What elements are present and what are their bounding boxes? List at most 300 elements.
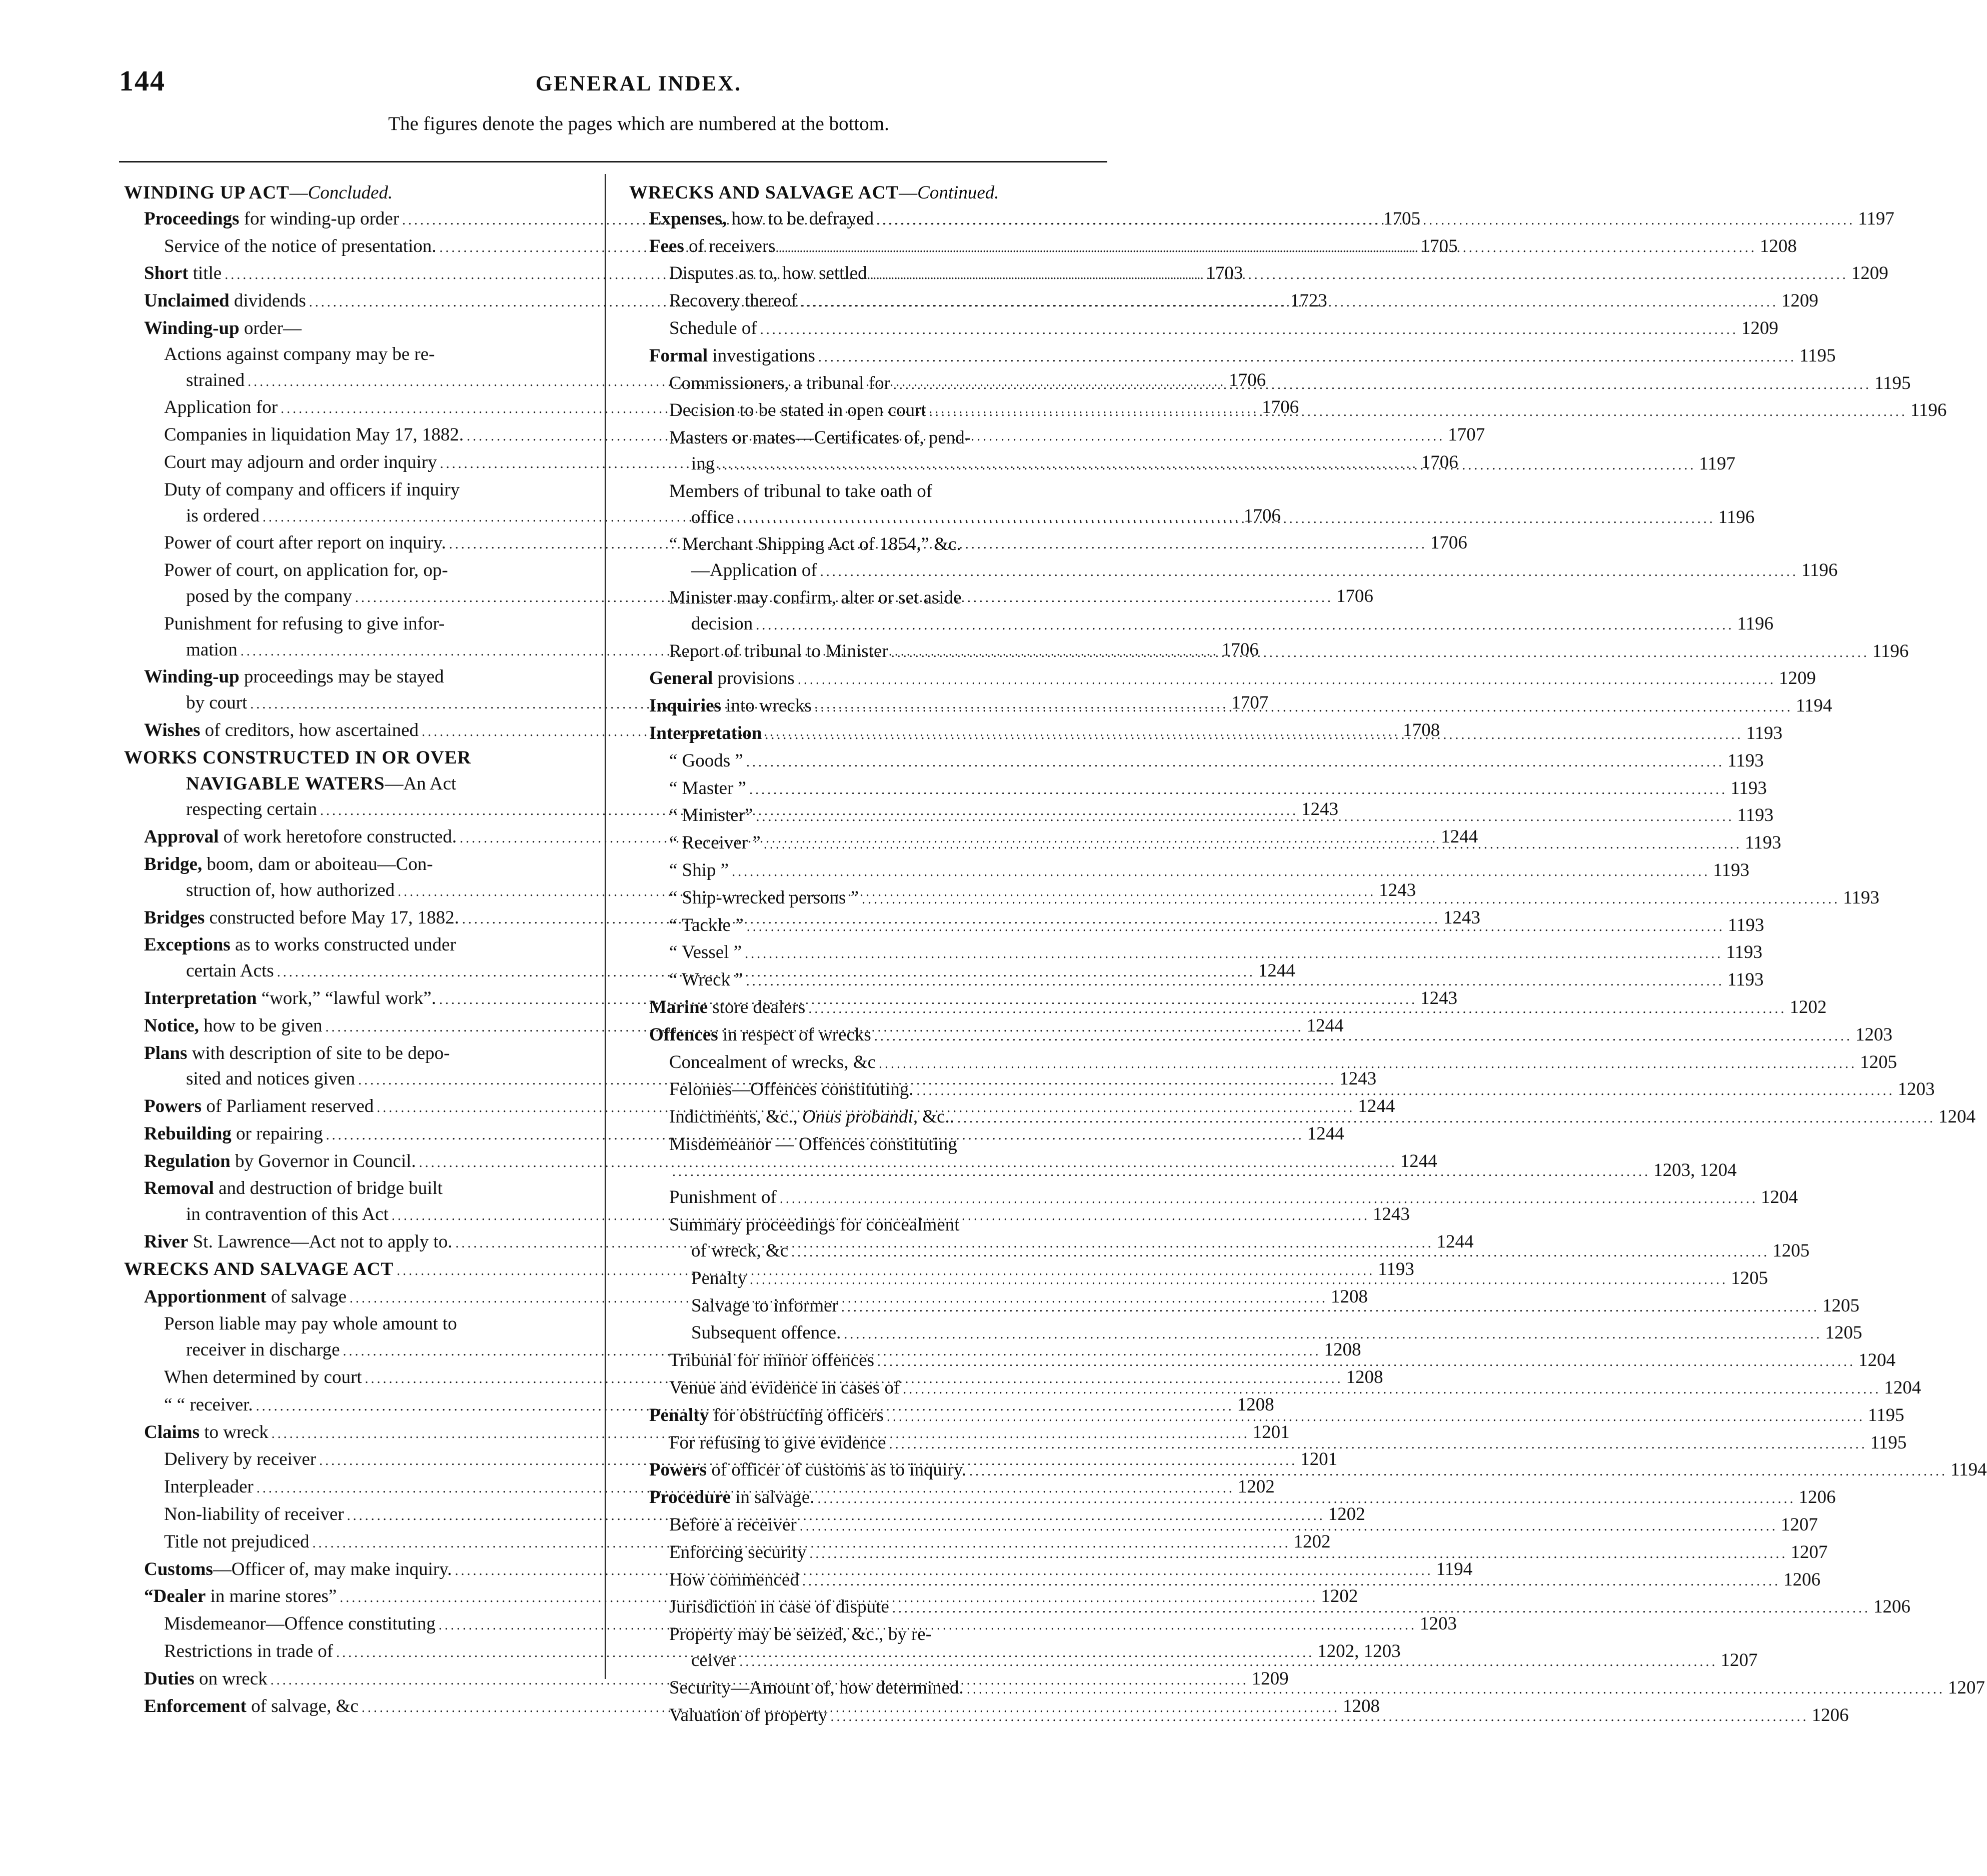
page-ref: 1203 xyxy=(1897,1079,1935,1100)
entry-text xyxy=(186,878,395,904)
page-ref: 1197 xyxy=(1858,208,1894,229)
page-ref: 1195 xyxy=(1874,372,1911,394)
entry-text xyxy=(164,342,435,368)
entry-label: Property may be seized, &c., by re- xyxy=(669,1624,932,1645)
entry-text xyxy=(669,316,757,342)
entry-label: Disputes as to, how settled xyxy=(669,263,867,284)
page-ref: 1204 xyxy=(1884,1378,1921,1398)
entry-label: For refusing to give evidence xyxy=(669,1432,886,1453)
entry-text xyxy=(164,394,278,420)
dot-leader xyxy=(802,1568,1780,1594)
entry-text xyxy=(649,1022,871,1048)
index-entry xyxy=(629,585,1102,611)
entry-text xyxy=(629,180,999,206)
entry-text xyxy=(669,1702,827,1728)
entry-text xyxy=(186,584,352,610)
index-entry xyxy=(629,180,1102,206)
entry-label: “ Wreck ” xyxy=(669,970,743,990)
entry-text xyxy=(669,885,859,911)
entry-label: of officer of customs as to inquiry. xyxy=(707,1460,966,1480)
dot-leader xyxy=(756,612,1734,638)
page-ref: 1203, 1204 xyxy=(1653,1160,1737,1180)
page-ref: 1244 xyxy=(1400,1150,1437,1172)
entry-text xyxy=(144,1556,452,1582)
entry-text xyxy=(164,234,437,260)
entry-heading: Plans xyxy=(144,1042,188,1064)
index-entry xyxy=(124,852,595,878)
entry-heading: Fees xyxy=(649,236,684,256)
entry-label: proceedings may be stayed xyxy=(239,666,444,688)
entry-text xyxy=(669,398,926,424)
entry-text xyxy=(649,206,874,232)
entry-italic: Concluded. xyxy=(308,182,393,203)
entry-text xyxy=(186,958,274,984)
entry-label: St. Lawrence—Act not to apply to. xyxy=(188,1232,453,1252)
page-subtitle: The figures denote the pages which are numbered at the bottom. xyxy=(388,113,889,134)
entry-label: Summary proceedings for concealment xyxy=(669,1214,960,1236)
entry-text xyxy=(164,530,446,556)
entry-text xyxy=(124,745,471,771)
entry-label: Misdemeanor—Offence constituting xyxy=(164,1614,436,1634)
dot-leader xyxy=(818,1486,1796,1512)
entry-text xyxy=(669,940,742,966)
page-ref: 1206 xyxy=(1811,1704,1849,1726)
entry-text xyxy=(669,1567,799,1593)
entry-heading: Customs xyxy=(144,1558,213,1580)
page-ref: 1209 xyxy=(1251,1668,1289,1689)
page-ref: 1206 xyxy=(1783,1569,1820,1590)
entry-label: sited and notices given xyxy=(186,1068,356,1090)
entry-text xyxy=(164,1638,333,1664)
entry-label: on wreck xyxy=(194,1668,268,1689)
entry-label: investigations xyxy=(708,345,815,366)
page-ref: 1723 xyxy=(1290,290,1327,312)
page-ref: 1193 xyxy=(1378,1258,1414,1280)
index-entry xyxy=(629,425,1102,451)
entry-heading: WRECKS AND SALVAGE ACT xyxy=(629,182,899,203)
entry-text xyxy=(669,585,962,611)
entry-label: by Governor in Council. xyxy=(230,1150,416,1172)
page-ref: 1201 xyxy=(1252,1422,1290,1442)
entry-label: Court may adjourn and order inquiry xyxy=(164,452,437,472)
entry-text xyxy=(669,830,761,856)
page-ref: 1196 xyxy=(1801,560,1838,581)
page-ref: 1207 xyxy=(1720,1650,1758,1671)
entry-heading: Proceedings xyxy=(144,208,240,229)
entry-label: or repairing xyxy=(231,1123,323,1144)
entry-tail: &c.. xyxy=(918,1106,955,1128)
dot-leader xyxy=(877,208,1855,234)
entry-label: Misdemeanor — Offences constituting xyxy=(669,1134,957,1154)
entry-label: store dealers xyxy=(708,996,806,1018)
entry-text xyxy=(144,1013,323,1039)
page-ref: 1193 xyxy=(1744,832,1781,854)
entry-label: and destruction of bridge built xyxy=(214,1178,443,1199)
entry-label: Schedule of xyxy=(669,318,757,338)
index-entry xyxy=(124,611,595,637)
dot-leader xyxy=(841,1294,1819,1320)
dot-leader xyxy=(737,506,1715,532)
dot-leader xyxy=(760,317,1738,343)
entry-text xyxy=(144,718,419,744)
entry-text xyxy=(144,206,399,232)
page-ref: 1243 xyxy=(1443,907,1480,928)
dot-leader xyxy=(815,694,1793,720)
entry-text xyxy=(186,1337,340,1363)
page-ref: 1203 xyxy=(1855,1024,1892,1045)
entry-label: —Application of xyxy=(691,560,817,581)
entry-text xyxy=(669,1050,876,1076)
entry-label: Service of the notice of presentation. xyxy=(164,236,437,256)
dot-leader xyxy=(844,1322,1822,1348)
entry-label: for obstructing officers xyxy=(709,1404,884,1426)
entry-heading: Claims xyxy=(144,1422,200,1442)
dot-leader xyxy=(916,1078,1894,1104)
entry-text xyxy=(669,1675,964,1701)
entry-text xyxy=(669,478,932,504)
entry-italic: Onus probandi, xyxy=(802,1106,918,1128)
page-ref: 1205 xyxy=(1825,1322,1862,1344)
entry-label: in contravention of this Act xyxy=(186,1204,389,1225)
entry-label: Delivery by receiver xyxy=(164,1449,317,1470)
entry-text xyxy=(669,1184,777,1210)
page-ref: 1204 xyxy=(1760,1187,1798,1208)
entry-label: “ Vessel ” xyxy=(669,942,742,963)
entry-heading: Short xyxy=(144,263,189,284)
entry-heading: Powers xyxy=(144,1096,202,1117)
index-entry xyxy=(124,1040,595,1066)
page-ref: 1243 xyxy=(1339,1068,1377,1090)
entry-text xyxy=(649,994,805,1020)
entry-text xyxy=(669,1212,960,1238)
entry-text xyxy=(144,1121,323,1147)
entry-label: “ Ship-wrecked persons ” xyxy=(669,887,859,908)
entry-text xyxy=(186,1066,355,1092)
entry-heading: Offences xyxy=(649,1024,718,1045)
index-entry xyxy=(124,1311,595,1337)
page-ref: 1196 xyxy=(1718,506,1755,528)
page-ref: 1208 xyxy=(1346,1367,1383,1388)
entry-heading: Winding-up xyxy=(144,666,240,688)
page-ref: 1705 xyxy=(1383,208,1421,229)
entry-label: office xyxy=(691,506,734,528)
page-ref: 1707 xyxy=(1231,692,1269,714)
page-ref: 1205 xyxy=(1860,1052,1897,1072)
entry-text xyxy=(649,1457,966,1483)
entry-label: Application for xyxy=(164,397,278,418)
entry-heading: Penalty xyxy=(649,1404,709,1426)
entry-text xyxy=(669,912,744,938)
dot-leader xyxy=(747,914,1725,940)
entry-heading: Interpretation xyxy=(144,988,257,1008)
dot-leader xyxy=(969,1458,1947,1484)
entry-text xyxy=(186,796,317,822)
page-ref: 1208 xyxy=(1237,1394,1274,1415)
index-entry xyxy=(124,932,595,958)
index-entry xyxy=(629,776,1767,803)
entry-label: Title not prejudiced xyxy=(164,1531,310,1552)
entry-text xyxy=(691,451,715,477)
entry-label: Power of court after report on inquiry. xyxy=(164,532,446,554)
entry-text xyxy=(669,1622,932,1648)
dot-leader xyxy=(891,640,1869,666)
page-ref: 1196 xyxy=(1872,640,1909,662)
page-ref: 1193 xyxy=(1727,914,1764,936)
entry-label: how to be given xyxy=(199,1015,323,1036)
entry-label: Person liable may pay whole amount to xyxy=(164,1314,457,1334)
page-ref: 1195 xyxy=(1799,345,1836,366)
index-entry xyxy=(629,858,1749,885)
dot-leader xyxy=(892,1596,1870,1622)
entry-text xyxy=(669,260,867,286)
entry-text xyxy=(144,1229,453,1255)
entry-text xyxy=(144,260,222,286)
entry-text xyxy=(144,1176,443,1202)
page-ref: 1202 xyxy=(1237,1476,1275,1498)
page-ref: 1193 xyxy=(1726,942,1762,963)
header-rule xyxy=(119,161,1107,162)
entry-label: Members of tribunal to take oath of xyxy=(669,480,933,502)
entry-text xyxy=(649,693,812,719)
dot-leader xyxy=(756,804,1734,830)
entry-label: of Parliament reserved xyxy=(202,1096,374,1117)
entry-label: of salvage xyxy=(266,1286,347,1307)
entry-heading: Duties xyxy=(144,1668,195,1689)
entry-text xyxy=(164,422,464,448)
entry-label: struction of, how authorized xyxy=(186,880,395,900)
entry-label: “ Ship ” xyxy=(669,860,729,880)
entry-label: Subsequent offence. xyxy=(691,1322,841,1344)
index-entry xyxy=(629,1320,1862,1348)
entry-text xyxy=(669,1430,886,1456)
dot-leader xyxy=(929,399,1907,425)
entry-text xyxy=(144,1420,269,1446)
entry-heading: Procedure xyxy=(649,1487,731,1508)
entry-text xyxy=(649,1484,815,1510)
entry-label: —An Act xyxy=(385,773,457,794)
page-ref: 1203 xyxy=(1419,1614,1457,1634)
page-ref: 1209 xyxy=(1741,318,1778,338)
entry-label: how to be defrayed xyxy=(727,208,874,229)
dot-leader xyxy=(870,262,1848,288)
entry-text xyxy=(186,771,456,797)
entry-label: “ “ receiver. xyxy=(164,1394,253,1415)
dot-leader xyxy=(957,1106,1935,1132)
entry-text xyxy=(669,1076,913,1102)
entry-text xyxy=(669,748,743,774)
entry-label: Restrictions in trade of xyxy=(164,1641,334,1662)
entry-text xyxy=(669,532,961,558)
entry-text xyxy=(649,1402,884,1428)
index-entry xyxy=(124,771,595,797)
index-entry xyxy=(629,343,1836,370)
entry-label: Felonies—Offences constituting. xyxy=(669,1079,914,1100)
entry-label: “ Master ” xyxy=(669,778,747,798)
page-ref: 1243 xyxy=(1301,799,1338,820)
entry-text xyxy=(164,1529,310,1555)
page-ref: 1195 xyxy=(1867,1404,1904,1426)
entry-heading: Enforcement xyxy=(144,1696,247,1716)
entry-heading: Apportionment xyxy=(144,1286,267,1307)
dot-leader xyxy=(791,1240,1769,1266)
entry-label: “ Goods ” xyxy=(669,750,743,771)
entry-heading: Formal xyxy=(649,345,708,366)
entry-label: provisions xyxy=(713,668,795,689)
page-ref: 1706 xyxy=(1421,452,1458,472)
dot-leader xyxy=(887,1404,1865,1430)
entry-heading: Wishes xyxy=(144,720,201,740)
entry-text xyxy=(669,1132,957,1158)
entry-label: Punishment of xyxy=(669,1187,777,1208)
dot-leader xyxy=(967,1676,1945,1702)
page-ref: 1193 xyxy=(1727,970,1764,990)
index-entry xyxy=(629,666,1816,693)
entry-label: Penalty xyxy=(691,1268,747,1288)
entry-text xyxy=(669,858,729,884)
entry-text xyxy=(691,1266,747,1292)
entry-heading: Winding-up xyxy=(144,318,240,338)
page-ref: 1208 xyxy=(1759,236,1797,256)
index-entry xyxy=(124,558,595,584)
page-ref: 1209 xyxy=(1851,263,1888,284)
dot-leader xyxy=(764,832,1742,858)
entry-text xyxy=(144,288,306,314)
entry-label: as to works constructed under xyxy=(230,934,456,956)
page-ref: 1196 xyxy=(1737,613,1773,634)
dot-leader xyxy=(749,777,1727,803)
page-ref: 1202 xyxy=(1328,1504,1365,1525)
index-entry xyxy=(629,316,1778,343)
entry-label: of salvage, &c xyxy=(246,1696,359,1716)
index-entry xyxy=(629,1050,1897,1077)
entry-label: Concealment of wrecks, &c xyxy=(669,1052,876,1072)
index-entry xyxy=(629,1184,1798,1212)
entry-text xyxy=(144,1148,416,1174)
entry-text xyxy=(669,370,890,396)
page-ref: 1194 xyxy=(1436,1558,1473,1580)
index-entry xyxy=(629,478,1102,504)
dot-leader xyxy=(739,1649,1717,1675)
entry-heading: WRECKS AND SALVAGE ACT xyxy=(124,1258,394,1280)
page-ref: 1244 xyxy=(1358,1096,1395,1117)
index-entry xyxy=(124,1148,1437,1176)
page-ref: 1706 xyxy=(1243,505,1281,526)
entry-heading: Approval xyxy=(144,826,219,848)
dot-leader xyxy=(808,996,1786,1022)
entry-text xyxy=(669,1375,900,1401)
entry-text xyxy=(649,343,815,369)
page-ref: 1209 xyxy=(1781,290,1818,312)
page-ref: 1244 xyxy=(1307,1123,1344,1144)
entry-heading: Unclaimed xyxy=(144,290,230,312)
entry-label: “ Tackle ” xyxy=(669,914,744,936)
entry-heading: Inquiries xyxy=(649,696,721,716)
entry-label: with description of site to be depo- xyxy=(187,1042,450,1064)
entry-text xyxy=(144,852,433,878)
page-ref: 1706 xyxy=(1430,532,1467,554)
entry-italic: Continued. xyxy=(917,182,999,203)
entry-label: dividends xyxy=(229,290,306,312)
index-entry xyxy=(629,558,1838,585)
entry-label: decision xyxy=(691,613,753,634)
entry-label: Commissioners, a tribunal for xyxy=(669,372,890,394)
dot-leader xyxy=(893,372,1871,398)
entry-label: Security—Amount of, how determined. xyxy=(669,1677,964,1698)
page-ref: 1205 xyxy=(1772,1240,1810,1262)
entry-text xyxy=(164,611,445,637)
entry-label: constructed before May 17, 1882. xyxy=(205,907,459,928)
entry-label: —Officer of, may make inquiry. xyxy=(213,1558,452,1580)
entry-label: to wreck xyxy=(200,1422,269,1442)
entry-text xyxy=(669,1512,797,1538)
index-entry xyxy=(629,1212,1102,1238)
dot-leader xyxy=(879,1051,1857,1077)
index-entry xyxy=(629,611,1773,638)
dot-leader xyxy=(874,1024,1852,1050)
dot-leader xyxy=(745,941,1723,967)
entry-heading: Marine xyxy=(649,996,708,1018)
entry-text xyxy=(691,1648,736,1674)
dot-leader xyxy=(750,1267,1728,1293)
entry-text xyxy=(186,503,260,529)
entry-text xyxy=(669,1594,889,1620)
dot-leader xyxy=(779,235,1757,261)
dot-leader xyxy=(780,1186,1758,1212)
page-ref: 1197 xyxy=(1699,453,1735,474)
entry-heading: Exceptions xyxy=(144,934,231,956)
page-ref: 1244 xyxy=(1436,1232,1474,1252)
entry-heading: Interpretation xyxy=(649,722,762,744)
entry-label: of creditors, how ascertained xyxy=(200,720,419,740)
entry-heading: “Dealer xyxy=(144,1586,206,1607)
page-number: 144 xyxy=(119,64,166,97)
entry-label: — xyxy=(289,182,308,203)
entry-heading: WORKS CONSTRUCTED IN OR OVER xyxy=(124,747,472,768)
page-ref: 1202, 1203 xyxy=(1317,1641,1401,1662)
entry-text xyxy=(669,776,746,802)
entry-label: Indictments, &c., xyxy=(669,1106,803,1128)
entry-label: — xyxy=(899,182,918,203)
entry-text xyxy=(144,905,459,931)
entry-label: Power of court, on application for, op- xyxy=(164,560,448,581)
page-ref: 1204 xyxy=(1858,1350,1896,1371)
page-ref: 1193 xyxy=(1737,805,1774,826)
entry-text xyxy=(649,720,762,746)
entry-label: Non-liability of receiver xyxy=(164,1504,344,1525)
page-ref: 1206 xyxy=(1873,1596,1910,1618)
entry-heading: River xyxy=(144,1232,189,1252)
index-entry xyxy=(629,1622,1102,1648)
entry-heading: Notice, xyxy=(144,1015,199,1036)
entry-label: mation xyxy=(186,639,238,660)
page-ref: 1205 xyxy=(1730,1268,1768,1288)
entry-text xyxy=(144,316,302,342)
dot-leader xyxy=(877,1349,1855,1375)
entry-text xyxy=(691,1320,841,1346)
page-ref: 1207 xyxy=(1780,1514,1818,1536)
entry-label: Jurisdiction in case of dispute xyxy=(669,1596,889,1618)
dot-leader xyxy=(765,722,1743,748)
index-entry xyxy=(124,342,595,368)
dot-leader xyxy=(746,750,1724,776)
page-ref: 1707 xyxy=(1448,424,1485,446)
entry-text xyxy=(144,1040,450,1066)
entry-text xyxy=(164,477,460,503)
page-ref: 1706 xyxy=(1221,639,1259,660)
entry-text xyxy=(649,666,795,692)
index-entry xyxy=(629,748,1764,776)
entry-text xyxy=(649,234,776,260)
